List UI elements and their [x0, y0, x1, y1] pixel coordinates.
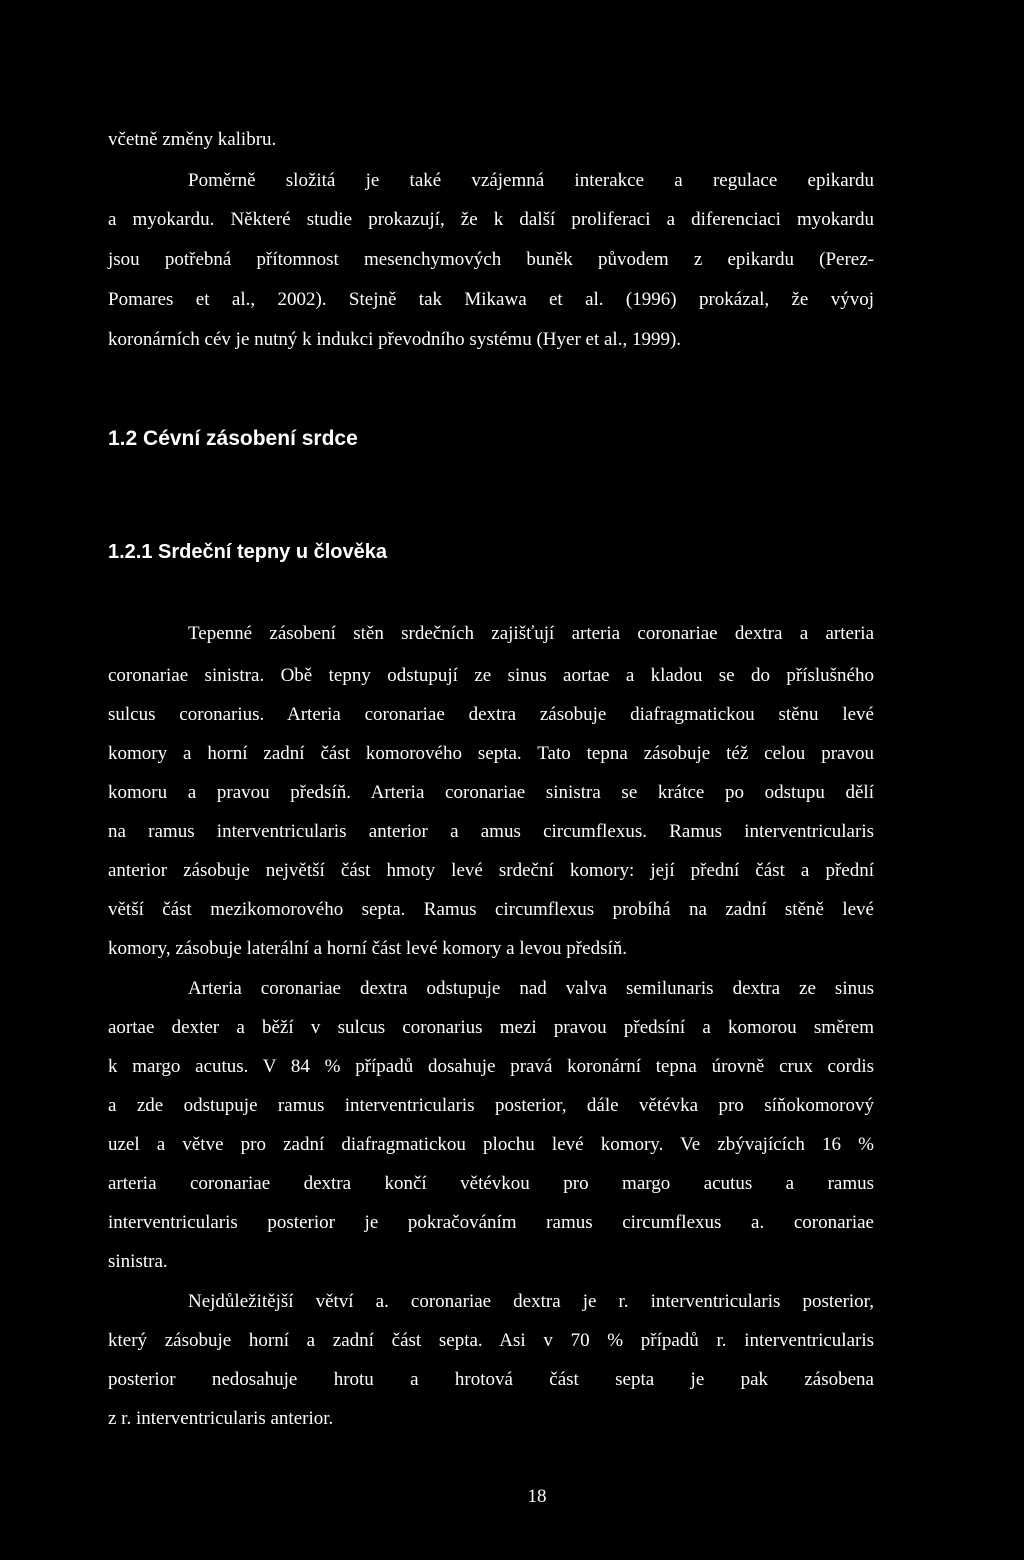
- paragraph-line: aortae dexter a běží v sulcus coronarius mezi pravou předsíní a komorou směrem: [108, 1017, 874, 1038]
- paragraph-line: Tepenné zásobení stěn srdečních zajišťují arteria coronariae dextra a arteria: [188, 623, 874, 644]
- page-number: 18: [527, 1486, 547, 1507]
- paragraph-line: uzel a větve pro zadní diafragmatickou plochu levé komory. Ve zbývajících 16 %: [108, 1134, 874, 1155]
- paragraph-line: komory a horní zadní část komorového septa. Tato tepna zásobuje též celou pravou: [108, 743, 874, 764]
- paragraph-line: Arteria coronariae dextra odstupuje nad valva semilunaris dextra ze sinus: [188, 978, 874, 999]
- paragraph-line: posterior nedosahuje hrotu a hrotová část septa je pak zásobena: [108, 1369, 874, 1390]
- intro-line: Pomares et al., 2002). Stejně tak Mikawa et al. (1996) prokázal, že vývoj: [108, 289, 874, 310]
- paragraph-line: na ramus interventricularis anterior a amus circumflexus. Ramus interventricularis: [108, 821, 874, 842]
- paragraph-line: komoru a pravou předsíň. Arteria coronariae sinistra se krátce po odstupu dělí: [108, 782, 874, 803]
- intro-line: Poměrně složitá je také vzájemná interakce a regulace epikardu: [188, 170, 874, 191]
- section-heading: 1.2 Cévní zásobení srdce: [108, 427, 358, 450]
- intro-line: včetně změny kalibru.: [108, 129, 277, 150]
- intro-line: jsou potřebná přítomnost mesenchymových buněk původem z epikardu (Perez-: [108, 249, 874, 270]
- intro-line: koronárních cév je nutný k indukci převodního systému (Hyer et al., 1999).: [108, 329, 682, 350]
- paragraph-line: sinistra.: [108, 1251, 168, 1272]
- paragraph-line: coronariae sinistra. Obě tepny odstupují ze sinus aortae a kladou se do příslušného: [108, 665, 874, 686]
- paragraph-line: z r. interventricularis anterior.: [108, 1408, 334, 1429]
- paragraph-line: anterior zásobuje největší část hmoty levé srdeční komory: její přední část a přední: [108, 860, 874, 881]
- subsection-heading: 1.2.1 Srdeční tepny u člověka: [108, 541, 388, 563]
- paragraph-line: sulcus coronarius. Arteria coronariae dextra zásobuje diafragmatickou stěnu levé: [108, 704, 874, 725]
- paragraph-line: k margo acutus. V 84 % případů dosahuje pravá koronární tepna úrovně crux cordis: [108, 1056, 874, 1077]
- paragraph-line: větší část mezikomorového septa. Ramus circumflexus probíhá na zadní stěně levé: [108, 899, 874, 920]
- paragraph-line: který zásobuje horní a zadní část septa. Asi v 70 % případů r. interventricularis: [108, 1330, 874, 1351]
- paragraph-line: arteria coronariae dextra končí větévkou pro margo acutus a ramus: [108, 1173, 874, 1194]
- intro-line: a myokardu. Některé studie prokazují, že k další proliferaci a diferenciaci myokardu: [108, 209, 874, 230]
- paragraph-line: a zde odstupuje ramus interventricularis posterior, dále větévka pro síňokomorový: [108, 1095, 874, 1116]
- paragraph-line: interventricularis posterior je pokračováním ramus circumflexus a. coronariae: [108, 1212, 874, 1233]
- paragraph-line: Nejdůležitější větví a. coronariae dextra je r. interventricularis posterior,: [188, 1291, 874, 1312]
- paragraph-line: komory, zásobuje laterální a horní část levé komory a levou předsíň.: [108, 938, 627, 959]
